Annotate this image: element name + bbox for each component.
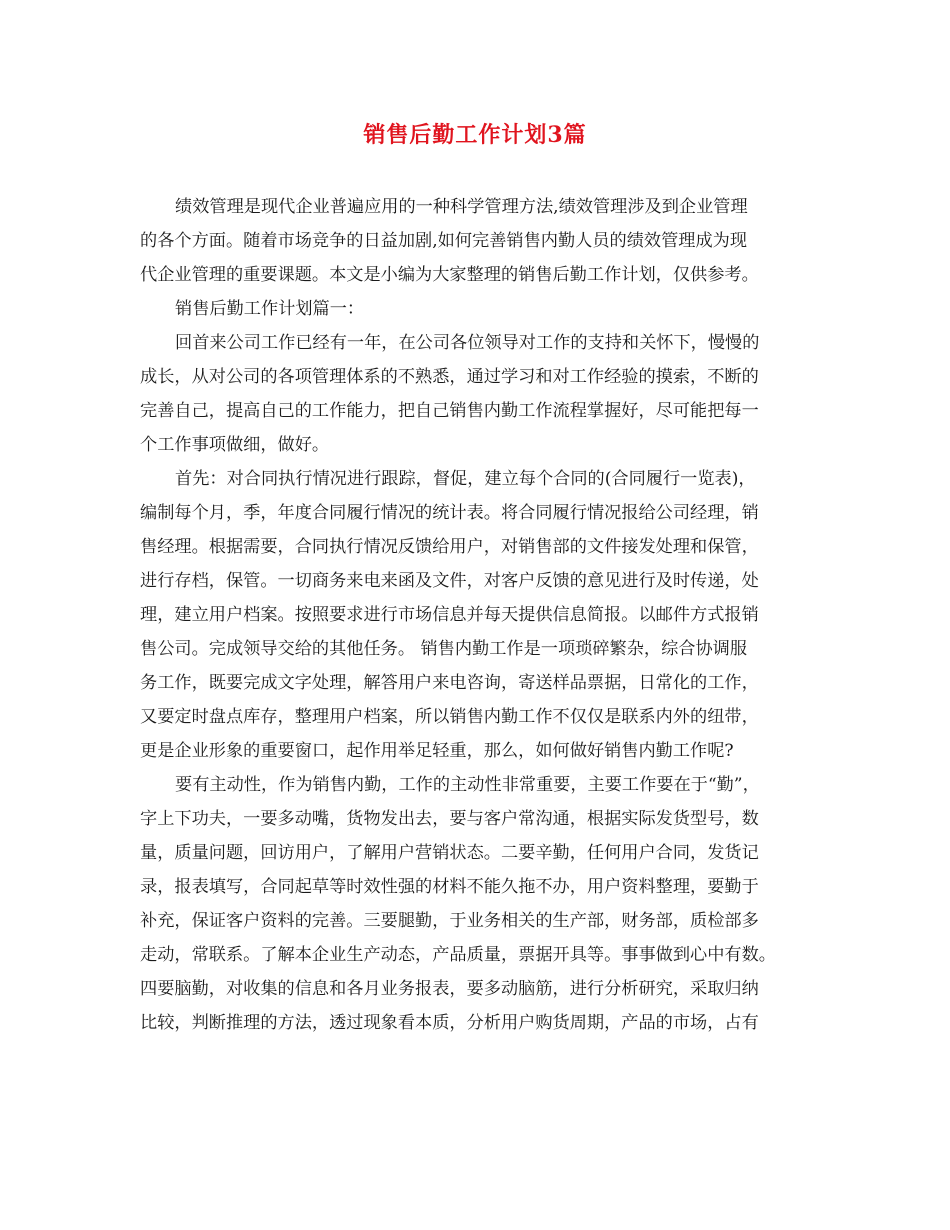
body-line: 售经理。根据需要，合同执行情况反馈给用户，对销售部的文件接发处理和保管， — [140, 537, 759, 557]
body-line: 回首来公司工作已经有一年，在公司各位领导对工作的支持和关怀下，慢慢的 — [175, 333, 760, 353]
body-line: 成长，从对公司的各项管理体系的不熟悉，通过学习和对工作经验的摸索，不断的 — [140, 367, 759, 387]
body-line: 更是企业形象的重要窗口，起作用举足轻重，那么，如何做好销售内勤工作呢? — [140, 741, 734, 761]
body-line: 走动，常联系。了解本企业生产动态，产品质量，票据开具等。事事做到心中有数。 — [140, 945, 776, 965]
body-line: 四要脑勤，对收集的信息和各月业务报表，要多动脑筋，进行分析研究，采取归纳 — [140, 979, 759, 999]
body-line: 售公司。完成领导交给的其他任务。 销售内勤工作是一项琐碎繁杂，综合协调服 — [140, 639, 748, 659]
body-line: 完善自己，提高自己的工作能力，把自己销售内勤工作流程掌握好，尽可能把每一 — [140, 401, 759, 421]
body-line: 补充，保证客户资料的完善。三要腿勤，于业务相关的生产部，财务部，质检部多 — [140, 911, 759, 931]
body-line: 录，报表填写，合同起草等时效性强的材料不能久拖不办，用户资料整理，要勤于 — [140, 877, 759, 897]
body-line: 要有主动性，作为销售内勤，工作的主动性非常重要，主要工作要在于“勤”， — [175, 775, 760, 795]
body-line: 绩效管理是现代企业普遍应用的一种科学管理方法,绩效管理涉及到企业管理 — [175, 197, 748, 217]
body-line: 比较，判断推理的方法，透过现象看本质，分析用户购货周期，产品的市场，占有 — [140, 1013, 759, 1033]
body-line: 编制每个月，季，年度合同履行情况的统计表。将合同履行情况报给公司经理，销 — [140, 503, 759, 523]
body-line: 的各个方面。随着市场竞争的日益加剧,如何完善销售内勤人员的绩效管理成为现 — [140, 231, 748, 251]
body-line: 字上下功夫，一要多动嘴，货物发出去，要与客户常沟通，根据实际发货型号，数 — [140, 809, 759, 829]
document-title: 销售后勤工作计划3篇 — [363, 122, 587, 148]
body-line: 务工作，既要完成文字处理，解答用户来电咨询，寄送样品票据，日常化的工作， — [140, 673, 759, 693]
body-line: 进行存档，保管。一切商务来电来函及文件，对客户反馈的意见进行及时传递，处 — [140, 571, 759, 591]
body-line: 量，质量问题，回访用户，了解用户营销状态。二要辛勤，任何用户合同，发货记 — [140, 843, 759, 863]
body-line: 销售后勤工作计划篇一： — [175, 299, 365, 319]
body-line: 代企业管理的重要课题。本文是小编为大家整理的销售后勤工作计划，仅供参考。 — [140, 265, 759, 285]
body-line: 理，建立用户档案。按照要求进行市场信息并每天提供信息简报。以邮件方式报销 — [140, 605, 759, 625]
body-line: 个工作事项做细，做好。 — [140, 435, 330, 455]
body-line: 首先：对合同执行情况进行跟踪，督促，建立每个合同的(合同履行一览表)， — [175, 469, 756, 489]
body-line: 又要定时盘点库存，整理用户档案，所以销售内勤工作不仅仅是联系内外的纽带， — [140, 707, 759, 727]
